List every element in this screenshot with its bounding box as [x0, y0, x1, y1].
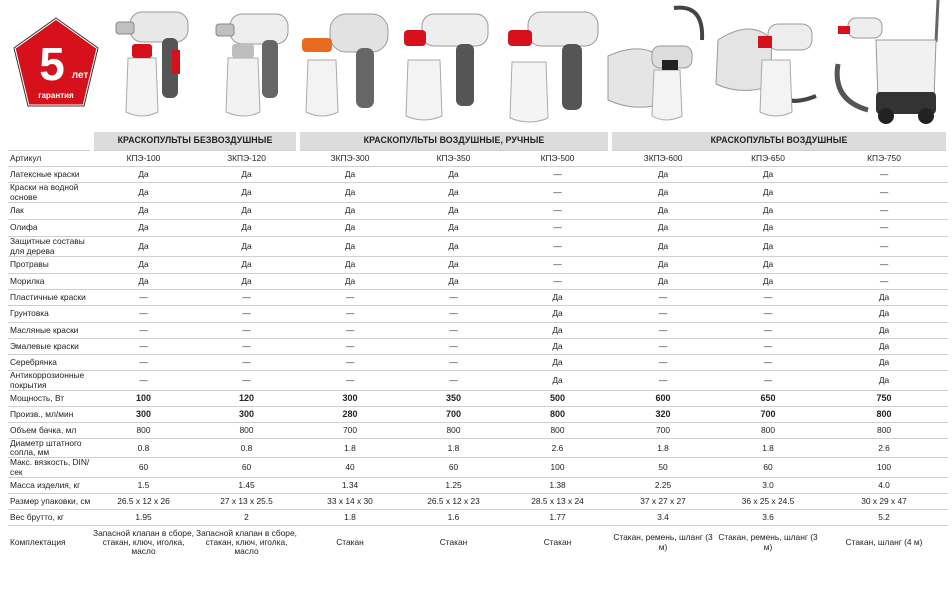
table-cell: —: [716, 290, 820, 306]
table-row: [8, 203, 948, 220]
table-cell: 800: [505, 423, 610, 439]
table-cell: Да: [716, 220, 820, 237]
table-row: [8, 458, 948, 477]
table-cell: Да: [92, 183, 195, 203]
table-cell: ЗКПЭ-120: [195, 151, 298, 167]
table-cell: Да: [195, 203, 298, 220]
table-cell: Да: [92, 274, 195, 290]
table-cell: Да: [716, 257, 820, 274]
table-row: [8, 323, 948, 339]
row-label: Олифа: [8, 220, 92, 237]
table-cell: 0.8: [92, 439, 195, 458]
table-cell: 2.6: [820, 439, 948, 458]
table-cell: 60: [402, 458, 505, 477]
spray-station-image: [712, 0, 824, 128]
table-cell: Стакан, ремень, шланг (3 м): [610, 525, 716, 559]
table-cell: —: [505, 257, 610, 274]
table-cell: 3.6: [716, 509, 820, 525]
table-cell: 100: [92, 391, 195, 407]
table-cell: —: [298, 339, 402, 355]
header-area: [0, 0, 952, 130]
table-cell: —: [92, 371, 195, 391]
table-cell: —: [195, 306, 298, 323]
table-row: [8, 237, 948, 257]
table-cell: 100: [820, 458, 948, 477]
table-cell: —: [505, 167, 610, 183]
table-cell: —: [820, 220, 948, 237]
table-cell: Да: [820, 339, 948, 355]
table-cell: Да: [92, 167, 195, 183]
table-cell: —: [610, 306, 716, 323]
table-cell: Да: [195, 183, 298, 203]
table-cell: —: [610, 323, 716, 339]
table-row: [8, 477, 948, 493]
table-row: [8, 407, 948, 423]
table-cell: 36 x 25 x 24.5: [716, 493, 820, 509]
row-label: Грунтовка: [8, 306, 92, 323]
table-cell: —: [505, 183, 610, 203]
table-cell: 37 x 27 x 27: [610, 493, 716, 509]
table-cell: 100: [505, 458, 610, 477]
table-row: [8, 306, 948, 323]
table-cell: 3.4: [610, 509, 716, 525]
table-row: [8, 167, 948, 183]
table-cell: 800: [195, 423, 298, 439]
table-cell: —: [820, 274, 948, 290]
table-cell: —: [402, 339, 505, 355]
group-header: КРАСКОПУЛЬТЫ ВОЗДУШНЫЕ: [610, 132, 948, 151]
spray-gun-image: [396, 0, 496, 128]
row-label: Макс. вязкость, DIN/сек: [8, 458, 92, 477]
table-cell: 3.0: [716, 477, 820, 493]
table-cell: Да: [505, 323, 610, 339]
table-cell: КПЭ-750: [820, 151, 948, 167]
table-cell: Да: [610, 274, 716, 290]
table-cell: 1.95: [92, 509, 195, 525]
table-cell: 700: [610, 423, 716, 439]
row-label: Мощность, Вт: [8, 391, 92, 407]
spray-gun-image: [296, 0, 392, 128]
table-row: [8, 439, 948, 458]
table-cell: Да: [820, 323, 948, 339]
table-cell: —: [716, 323, 820, 339]
row-label: Вес брутто, кг: [8, 509, 92, 525]
spec-table-body: [8, 151, 948, 560]
table-cell: —: [820, 167, 948, 183]
table-cell: —: [298, 323, 402, 339]
table-cell: 26.5 x 12 x 26: [92, 493, 195, 509]
table-cell: 1.8: [610, 439, 716, 458]
table-cell: 300: [195, 407, 298, 423]
table-cell: 1.45: [195, 477, 298, 493]
table-cell: Стакан: [505, 525, 610, 559]
table-cell: —: [610, 355, 716, 371]
table-cell: —: [402, 323, 505, 339]
row-label: Комплектация: [8, 525, 92, 559]
table-cell: Да: [195, 237, 298, 257]
table-cell: 800: [505, 407, 610, 423]
table-cell: Да: [402, 183, 505, 203]
row-label: Серебрянка: [8, 355, 92, 371]
table-cell: 750: [820, 391, 948, 407]
table-cell: Да: [298, 237, 402, 257]
table-cell: —: [820, 203, 948, 220]
row-label: Пластичные краски: [8, 290, 92, 306]
table-cell: —: [505, 237, 610, 257]
table-cell: —: [716, 371, 820, 391]
table-cell: 800: [716, 423, 820, 439]
table-cell: Да: [610, 203, 716, 220]
table-cell: —: [716, 355, 820, 371]
table-cell: Да: [195, 167, 298, 183]
table-cell: Да: [505, 306, 610, 323]
spec-table: [8, 132, 950, 559]
table-cell: Да: [298, 220, 402, 237]
table-cell: Да: [195, 257, 298, 274]
spray-gun-image: [208, 0, 298, 128]
table-cell: —: [505, 220, 610, 237]
table-cell: 0.8: [195, 439, 298, 458]
table-cell: —: [195, 339, 298, 355]
table-cell: 30 x 29 x 47: [820, 493, 948, 509]
table-cell: 1.6: [402, 509, 505, 525]
table-cell: —: [402, 371, 505, 391]
table-cell: 650: [716, 391, 820, 407]
table-cell: Да: [92, 257, 195, 274]
table-row: [8, 493, 948, 509]
row-label: Объем бачка, мл: [8, 423, 92, 439]
table-cell: 2.25: [610, 477, 716, 493]
table-cell: Да: [195, 220, 298, 237]
badge-number: 5: [39, 38, 65, 90]
table-cell: Да: [402, 220, 505, 237]
table-cell: —: [92, 339, 195, 355]
table-cell: —: [505, 274, 610, 290]
table-row: [8, 509, 948, 525]
table-cell: —: [195, 355, 298, 371]
table-row: [8, 355, 948, 371]
row-label: Диаметр штатного сопла, мм: [8, 439, 92, 458]
table-cell: Да: [820, 290, 948, 306]
table-cell: —: [92, 323, 195, 339]
table-cell: Да: [505, 371, 610, 391]
table-cell: 1.5: [92, 477, 195, 493]
table-cell: 2.6: [505, 439, 610, 458]
table-cell: 1.8: [716, 439, 820, 458]
table-cell: Да: [505, 355, 610, 371]
table-cell: —: [716, 306, 820, 323]
table-cell: Да: [820, 355, 948, 371]
group-header: КРАСКОПУЛЬТЫ ВОЗДУШНЫЕ, РУЧНЫЕ: [298, 132, 610, 151]
table-cell: Да: [92, 220, 195, 237]
table-cell: КПЭ-350: [402, 151, 505, 167]
table-cell: Да: [610, 220, 716, 237]
table-cell: Да: [820, 306, 948, 323]
row-label: Масса изделия, кг: [8, 477, 92, 493]
badge-line1: лет: [71, 70, 89, 81]
row-label: Морилка: [8, 274, 92, 290]
row-label: Латексные краски: [8, 167, 92, 183]
table-cell: Стакан, шланг (4 м): [820, 525, 948, 559]
row-label: Размер упаковки, см: [8, 493, 92, 509]
table-cell: Стакан, ремень, шланг (3 м): [716, 525, 820, 559]
table-cell: 1.77: [505, 509, 610, 525]
table-cell: —: [820, 183, 948, 203]
table-cell: 800: [820, 423, 948, 439]
table-cell: —: [298, 306, 402, 323]
table-cell: 26.5 x 12 x 23: [402, 493, 505, 509]
table-cell: Да: [402, 203, 505, 220]
table-cell: Да: [298, 274, 402, 290]
table-cell: Да: [298, 257, 402, 274]
table-cell: Да: [195, 274, 298, 290]
row-label: Эмалевые краски: [8, 339, 92, 355]
table-cell: —: [92, 355, 195, 371]
table-cell: ЗКПЭ-300: [298, 151, 402, 167]
table-cell: 300: [92, 407, 195, 423]
table-row: [8, 525, 948, 559]
table-cell: 700: [298, 423, 402, 439]
table-cell: 50: [610, 458, 716, 477]
spray-station-image: [604, 0, 712, 128]
table-cell: 350: [402, 391, 505, 407]
table-cell: 120: [195, 391, 298, 407]
table-cell: 280: [298, 407, 402, 423]
table-cell: 4.0: [820, 477, 948, 493]
table-cell: Запасной клапан в сборе, стакан, ключ, иголка, масло: [195, 525, 298, 559]
table-cell: 1.8: [402, 439, 505, 458]
table-cell: 1.25: [402, 477, 505, 493]
table-row: [8, 391, 948, 407]
product-images: [100, 0, 952, 130]
table-row: [8, 274, 948, 290]
table-cell: 800: [402, 423, 505, 439]
table-cell: Да: [716, 167, 820, 183]
table-cell: 1.34: [298, 477, 402, 493]
table-cell: Запасной клапан в сборе, стакан, ключ, иголка, масло: [92, 525, 195, 559]
table-row: [8, 290, 948, 306]
table-cell: —: [195, 323, 298, 339]
table-cell: Да: [610, 237, 716, 257]
table-cell: Да: [298, 183, 402, 203]
row-label: Произв., мл/мин: [8, 407, 92, 423]
group-header-blank: [8, 132, 92, 151]
table-cell: Да: [505, 339, 610, 355]
table-cell: Да: [716, 183, 820, 203]
table-cell: Да: [402, 257, 505, 274]
badge-line2: гарантия: [38, 91, 74, 100]
table-cell: 500: [505, 391, 610, 407]
row-label: Протравы: [8, 257, 92, 274]
table-cell: 33 x 14 x 30: [298, 493, 402, 509]
table-cell: 700: [402, 407, 505, 423]
table-row: [8, 423, 948, 439]
table-cell: —: [298, 355, 402, 371]
table-cell: —: [610, 339, 716, 355]
table-cell: —: [610, 290, 716, 306]
table-row: [8, 371, 948, 391]
table-cell: —: [298, 371, 402, 391]
table-cell: 600: [610, 391, 716, 407]
table-cell: Да: [716, 203, 820, 220]
table-cell: Да: [716, 274, 820, 290]
table-cell: —: [402, 355, 505, 371]
row-label: Масляные краски: [8, 323, 92, 339]
table-cell: 1.8: [298, 509, 402, 525]
table-cell: —: [610, 371, 716, 391]
table-cell: Да: [92, 237, 195, 257]
table-cell: КПЭ-500: [505, 151, 610, 167]
table-cell: Да: [505, 290, 610, 306]
table-cell: 60: [195, 458, 298, 477]
table-cell: 28.5 x 13 x 24: [505, 493, 610, 509]
table-cell: 800: [92, 423, 195, 439]
row-label: Артикул: [8, 151, 92, 167]
table-cell: Да: [92, 203, 195, 220]
warranty-badge: [8, 14, 104, 124]
table-cell: —: [402, 290, 505, 306]
table-cell: Стакан: [402, 525, 505, 559]
table-cell: 1.38: [505, 477, 610, 493]
table-cell: 40: [298, 458, 402, 477]
table-cell: КПЭ-100: [92, 151, 195, 167]
table-cell: Да: [716, 237, 820, 257]
table-cell: —: [92, 290, 195, 306]
table-row: [8, 220, 948, 237]
row-label: Краски на водной основе: [8, 183, 92, 203]
table-cell: —: [716, 339, 820, 355]
table-cell: —: [92, 306, 195, 323]
row-label: Лак: [8, 203, 92, 220]
table-cell: 5.2: [820, 509, 948, 525]
table-cell: —: [298, 290, 402, 306]
table-cell: Да: [610, 167, 716, 183]
table-cell: КПЭ-650: [716, 151, 820, 167]
table-row: [8, 339, 948, 355]
table-cell: Да: [610, 183, 716, 203]
table-row: [8, 257, 948, 274]
table-cell: Стакан: [298, 525, 402, 559]
table-cell: Да: [402, 237, 505, 257]
table-cell: ЗКПЭ-600: [610, 151, 716, 167]
spray-gun-image: [500, 0, 604, 128]
table-cell: Да: [820, 371, 948, 391]
row-label: Защитные составы для дерева: [8, 237, 92, 257]
table-cell: 60: [716, 458, 820, 477]
table-cell: —: [195, 371, 298, 391]
group-header-row: [8, 132, 948, 151]
table-cell: Да: [610, 257, 716, 274]
row-label: Антикоррозионные покрытия: [8, 371, 92, 391]
table-cell: Да: [402, 274, 505, 290]
spray-station-image: [828, 0, 948, 128]
table-cell: Да: [298, 167, 402, 183]
table-cell: 320: [610, 407, 716, 423]
table-row: [8, 151, 948, 167]
table-cell: —: [195, 290, 298, 306]
table-cell: —: [820, 237, 948, 257]
table-cell: 1.8: [298, 439, 402, 458]
group-header: КРАСКОПУЛЬТЫ БЕЗВОЗДУШНЫЕ: [92, 132, 298, 151]
table-cell: Да: [298, 203, 402, 220]
spray-gun-image: [110, 0, 200, 128]
table-cell: —: [820, 257, 948, 274]
table-cell: 2: [195, 509, 298, 525]
table-row: [8, 183, 948, 203]
table-cell: 700: [716, 407, 820, 423]
table-cell: 300: [298, 391, 402, 407]
table-cell: —: [505, 203, 610, 220]
table-cell: Да: [402, 167, 505, 183]
table-cell: 27 x 13 x 25.5: [195, 493, 298, 509]
table-cell: —: [402, 306, 505, 323]
table-cell: 60: [92, 458, 195, 477]
table-cell: 800: [820, 407, 948, 423]
